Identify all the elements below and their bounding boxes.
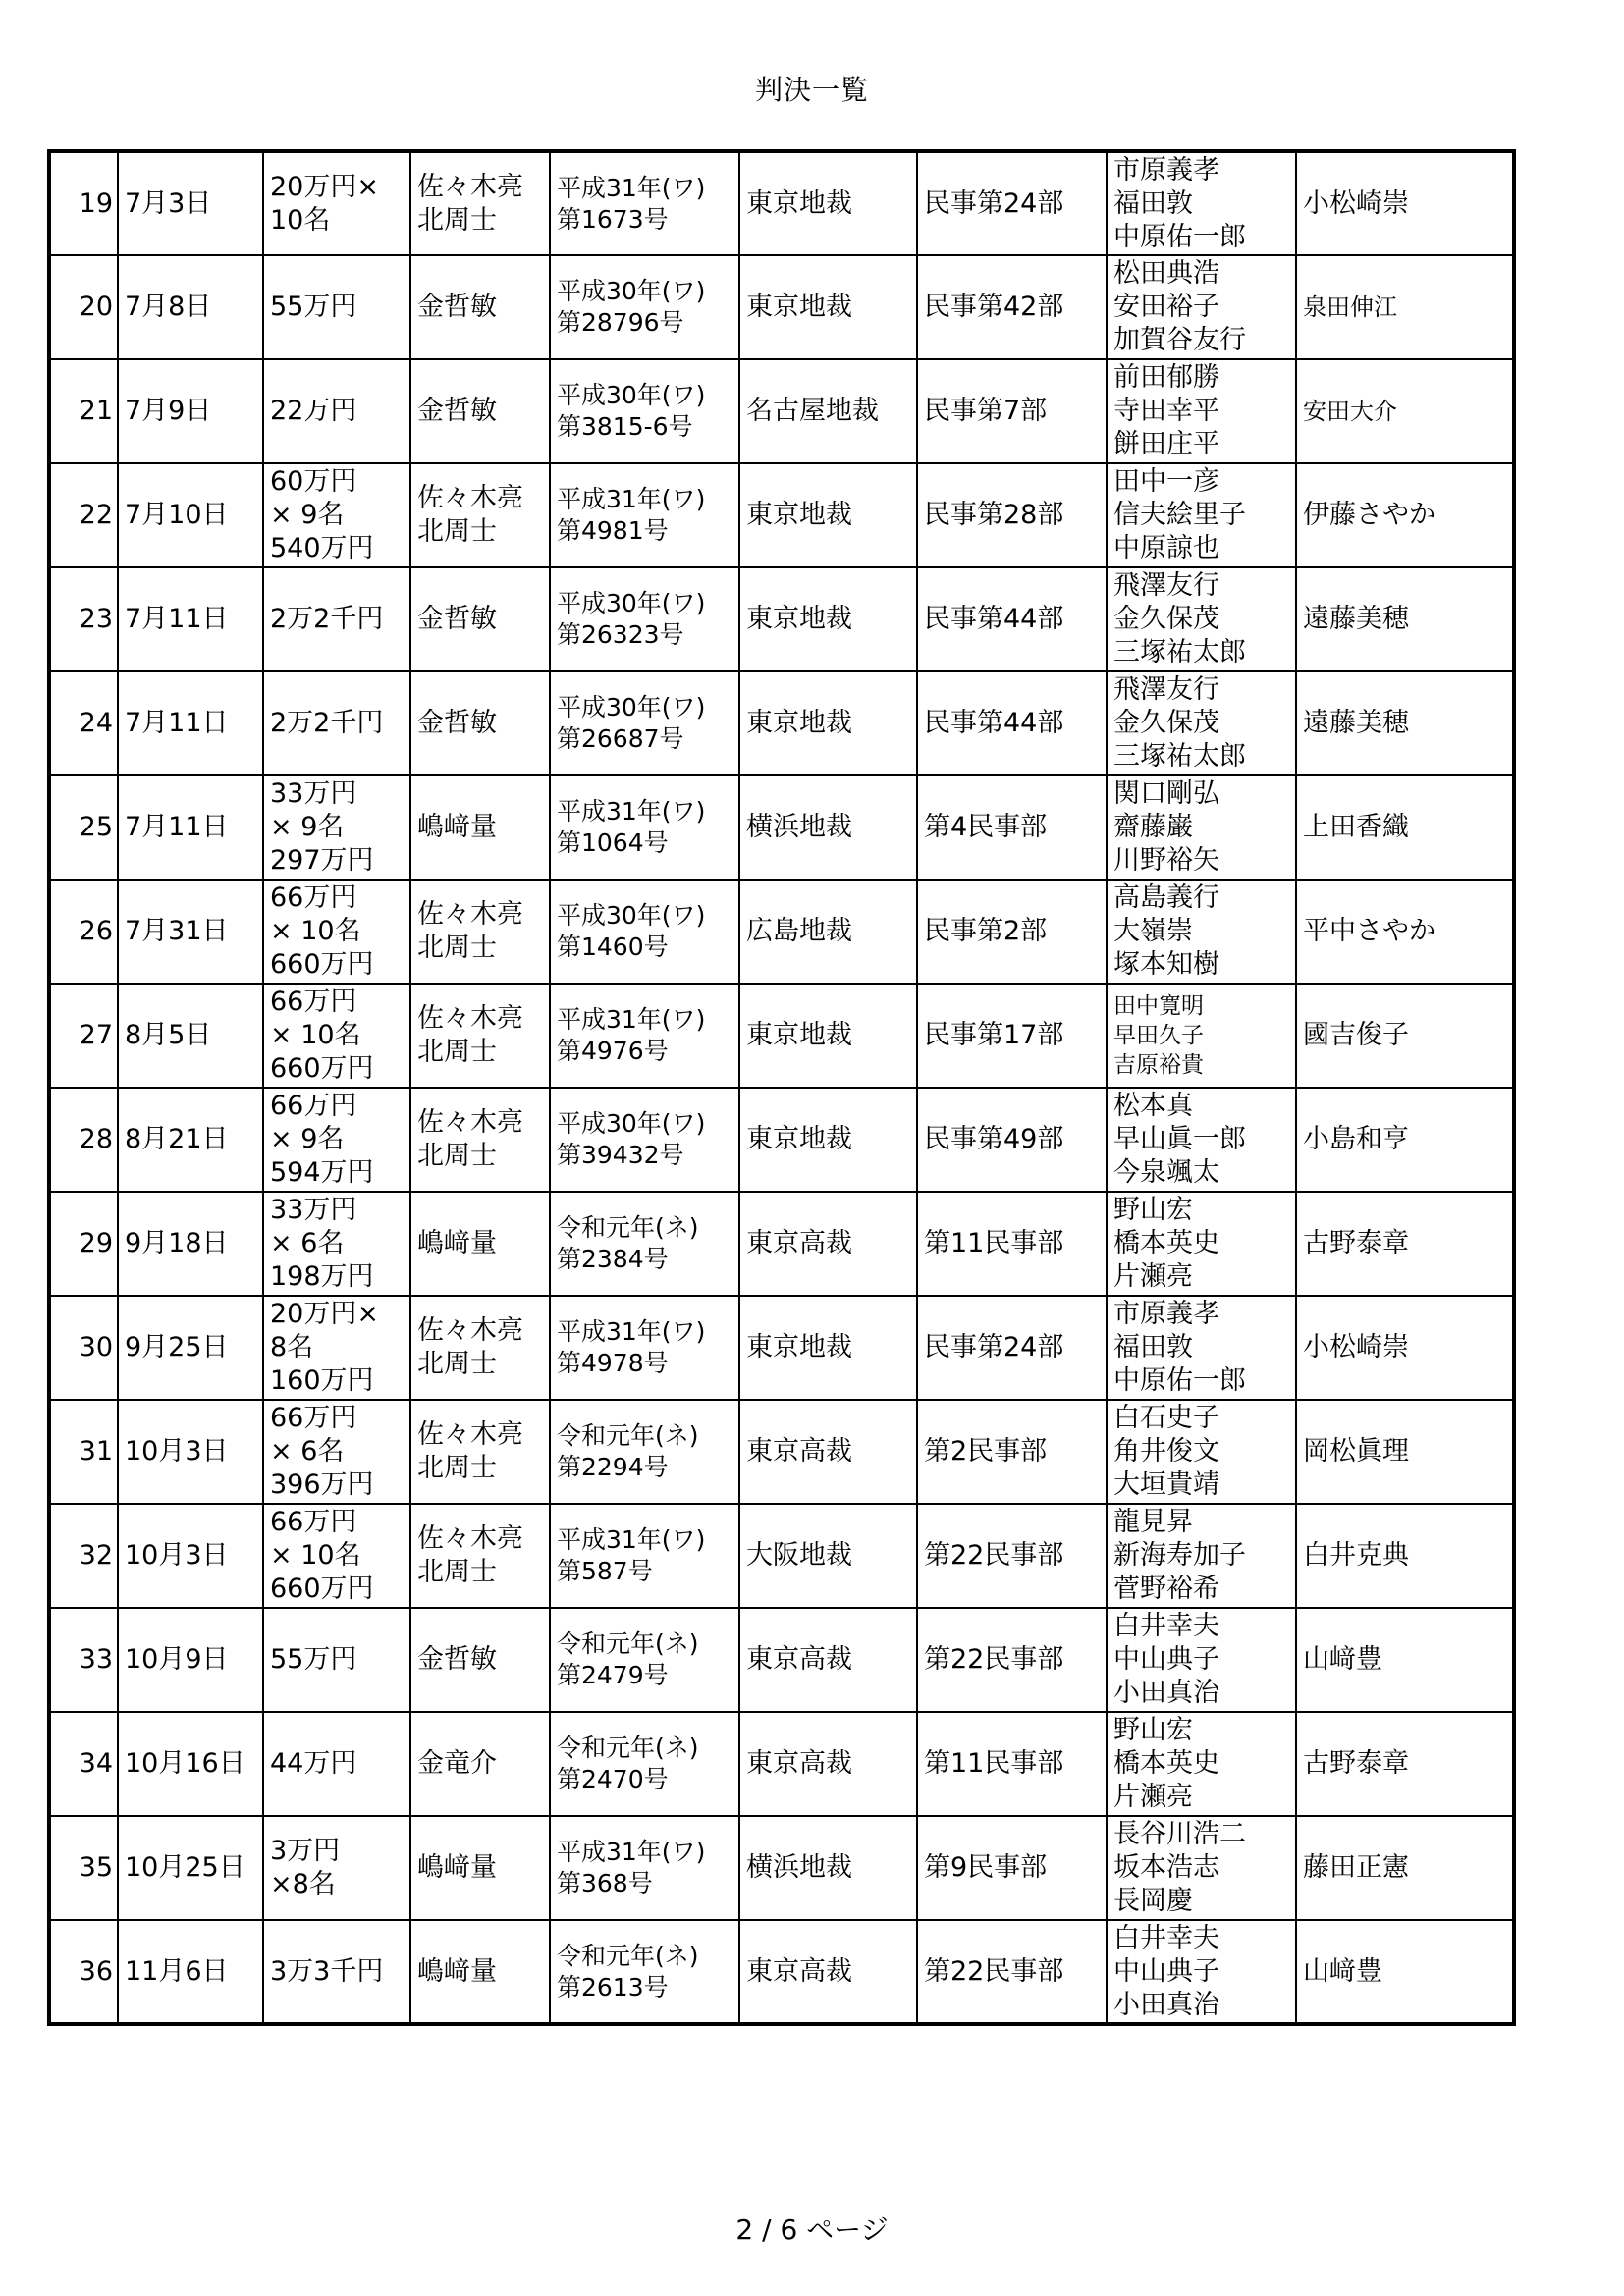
date-cell: 7月11日 — [118, 775, 263, 880]
amount-cell: 55万円 — [263, 255, 410, 359]
table-row — [49, 463, 1514, 567]
case-number-cell: 34 — [49, 1712, 118, 1816]
court-cell: 名古屋地裁 — [739, 359, 917, 463]
date-cell: 7月3日 — [118, 151, 263, 255]
case-number-cell: 23 — [49, 567, 118, 671]
division-cell: 第2民事部 — [917, 1400, 1107, 1504]
amount-cell: 33万円 × 6名 198万円 — [263, 1192, 410, 1296]
lawyer-cell: 金哲敏 — [410, 567, 550, 671]
case-id-cell: 令和元年(ネ) 第2613号 — [550, 1920, 739, 2024]
date-cell: 7月11日 — [118, 567, 263, 671]
lawyer-cell: 佐々木亮 北周士 — [410, 151, 550, 255]
judges-cell: 前田郁勝 寺田幸平 餅田庄平 — [1107, 359, 1296, 463]
case-id-cell: 平成31年(ワ) 第1064号 — [550, 775, 739, 880]
case-number-cell: 29 — [49, 1192, 118, 1296]
page-number: 2 / 6 ページ — [735, 2214, 889, 2246]
case-id-cell: 平成30年(ワ) 第3815-6号 — [550, 359, 739, 463]
lawyer-cell: 佐々木亮 北周士 — [410, 1088, 550, 1192]
case-id-cell: 令和元年(ネ) 第2294号 — [550, 1400, 739, 1504]
judges-cell: 松本真 早山眞一郎 今泉颯太 — [1107, 1088, 1296, 1192]
lawyer-cell: 嶋﨑量 — [410, 1920, 550, 2024]
case-number-cell: 31 — [49, 1400, 118, 1504]
table-row — [49, 880, 1514, 984]
judges-cell: 田中一彦 信夫絵里子 中原諒也 — [1107, 463, 1296, 567]
lawyer-cell: 金哲敏 — [410, 255, 550, 359]
page-title: 判決一覧 — [754, 74, 869, 106]
court-cell: 東京地裁 — [739, 151, 917, 255]
date-cell: 7月10日 — [118, 463, 263, 567]
case-number-cell: 28 — [49, 1088, 118, 1192]
division-cell: 第22民事部 — [917, 1504, 1107, 1608]
table-row — [49, 1608, 1514, 1712]
table-row — [49, 1296, 1514, 1400]
division-cell: 民事第44部 — [917, 671, 1107, 775]
case-number-cell: 26 — [49, 880, 118, 984]
presiding-judge-cell: 泉田伸江 — [1296, 255, 1514, 359]
case-id-cell: 令和元年(ネ) 第2470号 — [550, 1712, 739, 1816]
presiding-judge-cell: 小島和亨 — [1296, 1088, 1514, 1192]
presiding-judge-cell: 山﨑豊 — [1296, 1608, 1514, 1712]
case-id-cell: 平成31年(ワ) 第368号 — [550, 1816, 739, 1920]
division-cell: 民事第17部 — [917, 984, 1107, 1088]
amount-cell: 66万円 × 10名 660万円 — [263, 880, 410, 984]
case-id-cell: 平成31年(ワ) 第4981号 — [550, 463, 739, 567]
amount-cell: 33万円 × 9名 297万円 — [263, 775, 410, 880]
amount-cell: 66万円 × 10名 660万円 — [263, 984, 410, 1088]
date-cell: 9月18日 — [118, 1192, 263, 1296]
presiding-judge-cell: 岡松眞理 — [1296, 1400, 1514, 1504]
division-cell: 民事第42部 — [917, 255, 1107, 359]
division-cell: 第11民事部 — [917, 1192, 1107, 1296]
date-cell: 8月5日 — [118, 984, 263, 1088]
case-id-cell: 平成30年(ワ) 第26323号 — [550, 567, 739, 671]
table-row — [49, 1816, 1514, 1920]
division-cell: 民事第24部 — [917, 1296, 1107, 1400]
date-cell: 10月3日 — [118, 1400, 263, 1504]
date-cell: 7月8日 — [118, 255, 263, 359]
date-cell: 7月31日 — [118, 880, 263, 984]
amount-cell: 3万円 ×8名 — [263, 1816, 410, 1920]
presiding-judge-cell: 伊藤さやか — [1296, 463, 1514, 567]
presiding-judge-cell: 遠藤美穂 — [1296, 671, 1514, 775]
judges-cell: 高島義行 大嶺崇 塚本知樹 — [1107, 880, 1296, 984]
court-cell: 東京地裁 — [739, 255, 917, 359]
table-row — [49, 1400, 1514, 1504]
division-cell: 第9民事部 — [917, 1816, 1107, 1920]
amount-cell: 66万円 × 9名 594万円 — [263, 1088, 410, 1192]
presiding-judge-cell: 古野泰章 — [1296, 1192, 1514, 1296]
judges-cell: 野山宏 橋本英史 片瀬亮 — [1107, 1712, 1296, 1816]
lawyer-cell: 佐々木亮 北周士 — [410, 1504, 550, 1608]
case-number-cell: 19 — [49, 151, 118, 255]
table-row — [49, 151, 1514, 255]
date-cell: 11月6日 — [118, 1920, 263, 2024]
judges-cell: 長谷川浩二 坂本浩志 長岡慶 — [1107, 1816, 1296, 1920]
case-number-cell: 33 — [49, 1608, 118, 1712]
amount-cell: 20万円× 10名 — [263, 151, 410, 255]
date-cell: 10月25日 — [118, 1816, 263, 1920]
lawyer-cell: 嶋﨑量 — [410, 1192, 550, 1296]
case-id-cell: 平成31年(ワ) 第4976号 — [550, 984, 739, 1088]
judges-cell: 野山宏 橋本英史 片瀬亮 — [1107, 1192, 1296, 1296]
court-cell: 東京高裁 — [739, 1712, 917, 1816]
table-row — [49, 359, 1514, 463]
court-cell: 横浜地裁 — [739, 1816, 917, 1920]
judges-cell: 白井幸夫 中山典子 小田真治 — [1107, 1920, 1296, 2024]
date-cell: 8月21日 — [118, 1088, 263, 1192]
presiding-judge-cell: 國吉俊子 — [1296, 984, 1514, 1088]
table-row — [49, 775, 1514, 880]
court-cell: 東京地裁 — [739, 1296, 917, 1400]
case-number-cell: 21 — [49, 359, 118, 463]
division-cell: 第11民事部 — [917, 1712, 1107, 1816]
table-row — [49, 1504, 1514, 1608]
table-row — [49, 567, 1514, 671]
court-cell: 東京高裁 — [739, 1400, 917, 1504]
presiding-judge-cell: 山﨑豊 — [1296, 1920, 1514, 2024]
division-cell: 第22民事部 — [917, 1608, 1107, 1712]
amount-cell: 22万円 — [263, 359, 410, 463]
judges-cell: 松田典浩 安田裕子 加賀谷友行 — [1107, 255, 1296, 359]
presiding-judge-cell: 小松崎崇 — [1296, 1296, 1514, 1400]
division-cell: 民事第7部 — [917, 359, 1107, 463]
presiding-judge-cell: 上田香織 — [1296, 775, 1514, 880]
judges-cell: 飛澤友行 金久保茂 三塚祐太郎 — [1107, 671, 1296, 775]
case-number-cell: 36 — [49, 1920, 118, 2024]
lawyer-cell: 佐々木亮 北周士 — [410, 984, 550, 1088]
lawyer-cell: 嶋﨑量 — [410, 775, 550, 880]
amount-cell: 20万円× 8名 160万円 — [263, 1296, 410, 1400]
amount-cell: 55万円 — [263, 1608, 410, 1712]
presiding-judge-cell: 古野泰章 — [1296, 1712, 1514, 1816]
date-cell: 7月11日 — [118, 671, 263, 775]
case-id-cell: 平成30年(ワ) 第26687号 — [550, 671, 739, 775]
division-cell: 第4民事部 — [917, 775, 1107, 880]
court-cell: 東京高裁 — [739, 1192, 917, 1296]
lawyer-cell: 佐々木亮 北周士 — [410, 1400, 550, 1504]
case-number-cell: 25 — [49, 775, 118, 880]
case-number-cell: 35 — [49, 1816, 118, 1920]
judges-cell: 田中寛明 早田久子 吉原裕貴 — [1107, 984, 1296, 1088]
table-row — [49, 671, 1514, 775]
judges-cell: 白井幸夫 中山典子 小田真治 — [1107, 1608, 1296, 1712]
case-number-cell: 24 — [49, 671, 118, 775]
amount-cell: 44万円 — [263, 1712, 410, 1816]
case-id-cell: 令和元年(ネ) 第2479号 — [550, 1608, 739, 1712]
table-row — [49, 1088, 1514, 1192]
court-cell: 横浜地裁 — [739, 775, 917, 880]
table-row — [49, 1712, 1514, 1816]
lawyer-cell: 佐々木亮 北周士 — [410, 463, 550, 567]
judges-cell: 龍見昇 新海寿加子 菅野裕希 — [1107, 1504, 1296, 1608]
case-number-cell: 30 — [49, 1296, 118, 1400]
date-cell: 7月9日 — [118, 359, 263, 463]
table-row — [49, 1192, 1514, 1296]
amount-cell: 2万2千円 — [263, 671, 410, 775]
judges-cell: 市原義孝 福田敦 中原佑一郎 — [1107, 151, 1296, 255]
division-cell: 民事第44部 — [917, 567, 1107, 671]
date-cell: 9月25日 — [118, 1296, 263, 1400]
amount-cell: 2万2千円 — [263, 567, 410, 671]
court-cell: 大阪地裁 — [739, 1504, 917, 1608]
case-id-cell: 平成31年(ワ) 第4978号 — [550, 1296, 739, 1400]
court-cell: 東京高裁 — [739, 1920, 917, 2024]
case-number-cell: 20 — [49, 255, 118, 359]
court-cell: 東京地裁 — [739, 984, 917, 1088]
judges-cell: 白石史子 角井俊文 大垣貴靖 — [1107, 1400, 1296, 1504]
division-cell: 民事第24部 — [917, 151, 1107, 255]
table-body — [49, 151, 1514, 2024]
case-number-cell: 27 — [49, 984, 118, 1088]
presiding-judge-cell: 藤田正憲 — [1296, 1816, 1514, 1920]
lawyer-cell: 佐々木亮 北周士 — [410, 1296, 550, 1400]
case-number-cell: 32 — [49, 1504, 118, 1608]
division-cell: 民事第2部 — [917, 880, 1107, 984]
table-row — [49, 984, 1514, 1088]
table-row — [49, 255, 1514, 359]
lawyer-cell: 金哲敏 — [410, 359, 550, 463]
lawyer-cell: 嶋﨑量 — [410, 1816, 550, 1920]
court-cell: 広島地裁 — [739, 880, 917, 984]
presiding-judge-cell: 小松崎崇 — [1296, 151, 1514, 255]
court-cell: 東京地裁 — [739, 671, 917, 775]
presiding-judge-cell: 平中さやか — [1296, 880, 1514, 984]
division-cell: 民事第28部 — [917, 463, 1107, 567]
amount-cell: 66万円 × 10名 660万円 — [263, 1504, 410, 1608]
date-cell: 10月9日 — [118, 1608, 263, 1712]
case-number-cell: 22 — [49, 463, 118, 567]
court-cell: 東京高裁 — [739, 1608, 917, 1712]
lawyer-cell: 金竜介 — [410, 1712, 550, 1816]
judges-cell: 飛澤友行 金久保茂 三塚祐太郎 — [1107, 567, 1296, 671]
case-id-cell: 平成30年(ワ) 第1460号 — [550, 880, 739, 984]
case-id-cell: 平成31年(ワ) 第587号 — [550, 1504, 739, 1608]
lawyer-cell: 佐々木亮 北周士 — [410, 880, 550, 984]
lawyer-cell: 金哲敏 — [410, 671, 550, 775]
judgment-table — [47, 149, 1516, 2026]
division-cell: 民事第49部 — [917, 1088, 1107, 1192]
amount-cell: 3万3千円 — [263, 1920, 410, 2024]
amount-cell: 60万円 × 9名 540万円 — [263, 463, 410, 567]
court-cell: 東京地裁 — [739, 1088, 917, 1192]
case-id-cell: 平成30年(ワ) 第28796号 — [550, 255, 739, 359]
amount-cell: 66万円 × 6名 396万円 — [263, 1400, 410, 1504]
case-id-cell: 平成30年(ワ) 第39432号 — [550, 1088, 739, 1192]
date-cell: 10月3日 — [118, 1504, 263, 1608]
case-id-cell: 令和元年(ネ) 第2384号 — [550, 1192, 739, 1296]
division-cell: 第22民事部 — [917, 1920, 1107, 2024]
lawyer-cell: 金哲敏 — [410, 1608, 550, 1712]
date-cell: 10月16日 — [118, 1712, 263, 1816]
presiding-judge-cell: 遠藤美穂 — [1296, 567, 1514, 671]
table-row — [49, 1920, 1514, 2024]
presiding-judge-cell: 白井克典 — [1296, 1504, 1514, 1608]
judges-cell: 関口剛弘 齋藤巌 川野裕矢 — [1107, 775, 1296, 880]
court-cell: 東京地裁 — [739, 463, 917, 567]
judges-cell: 市原義孝 福田敦 中原佑一郎 — [1107, 1296, 1296, 1400]
case-id-cell: 平成31年(ワ) 第1673号 — [550, 151, 739, 255]
court-cell: 東京地裁 — [739, 567, 917, 671]
presiding-judge-cell: 安田大介 — [1296, 359, 1514, 463]
